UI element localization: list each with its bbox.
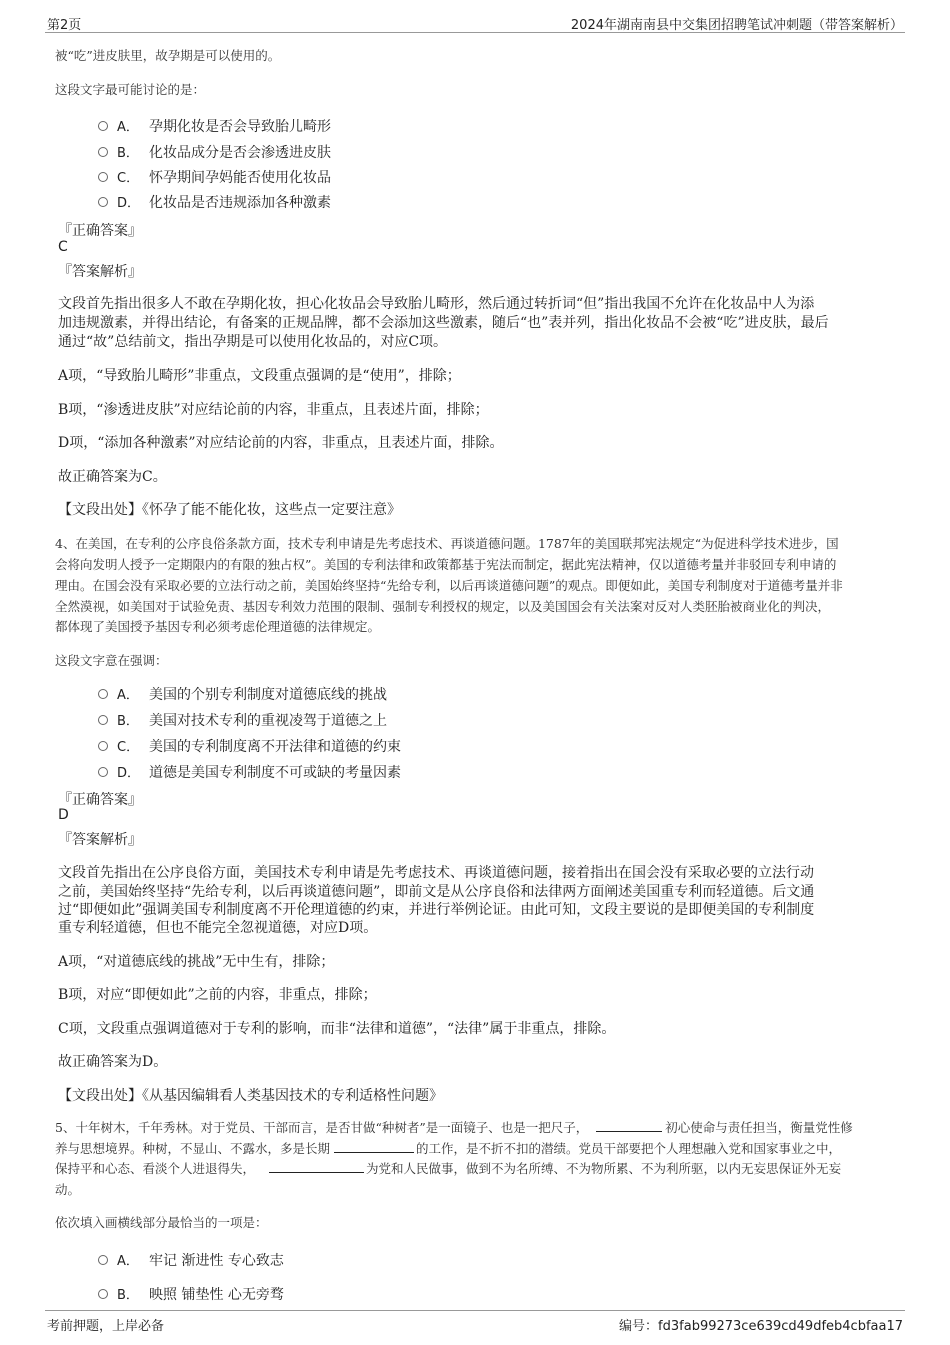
q5-prompt: 依次填入画横线部分最恰当的一项是： <box>55 1215 268 1230</box>
option-text: 映照 铺垫性 心无旁骛 <box>149 1287 284 1303</box>
page-header <box>45 10 905 33</box>
option-text: 美国的专利制度离不开法律和道德的约束 <box>149 739 401 755</box>
q3-option-b[interactable]: B． 化妆品成分是否会渗透进皮肤 <box>98 142 331 162</box>
option-text: 牢记 渐进性 专心致志 <box>149 1253 284 1269</box>
q4-conclusion: 故正确答案为D。 <box>58 1054 168 1070</box>
radio-icon[interactable] <box>98 1289 108 1299</box>
q3-note-b: B项，“渗透进皮肤”对应结论前的内容，非重点，且表述片面，排除； <box>58 402 489 418</box>
option-text: 化妆品成分是否会渗透进皮肤 <box>149 145 331 161</box>
option-text: 美国的个别专利制度对道德底线的挑战 <box>149 687 387 703</box>
q3-conclusion: 故正确答案为C。 <box>58 469 167 485</box>
q4-analysis-line: 重专利轻道德，但也不能完全忽视道德，对应D项。 <box>58 920 378 936</box>
q4-source: 【文段出处】《从基因编辑看人类基因技术的专利适格性问题》 <box>58 1088 443 1104</box>
q5-option-b[interactable]: B． 映照 铺垫性 心无旁骛 <box>98 1284 284 1304</box>
fill-blank-2 <box>334 1140 414 1153</box>
q4-option-a[interactable]: A． 美国的个别专利制度对道德底线的挑战 <box>98 684 387 704</box>
q4-answer: D <box>58 807 69 823</box>
option-text: 化妆品是否违规添加各种激素 <box>149 195 331 211</box>
radio-icon[interactable] <box>98 689 108 699</box>
q4-option-c[interactable]: C． 美国的专利制度离不开法律和道德的约束 <box>98 736 401 756</box>
q4-passage-line: 都体现了美国授予基因专利必须考虑伦理道德的法律规定。 <box>55 619 381 634</box>
option-text: 美国对技术专利的重视凌驾于道德之上 <box>149 713 387 729</box>
q4-correct-label: 『正确答案』 <box>58 792 142 808</box>
q4-analysis-line: 之前，美国始终坚持“先给专利，以后再谈道德问题”，即前文是从公序良俗和法律两方面阐述美国重专利而轻道德。后文通 <box>58 884 815 900</box>
q5-passage-line: 养与思想境界。种树，不显山、不露水，多是长期 的工作，是不折不扣的潜绩。党员干部要把个人理想融入党和国家事业之中， <box>55 1141 842 1156</box>
fill-blank-3 <box>269 1160 364 1173</box>
footer-slogan: 考前押题，上岸必备 <box>47 1319 165 1334</box>
radio-icon[interactable] <box>98 767 108 777</box>
q4-passage-line: 全然漠视，如美国对于试验免责、基因专利效力范围的限制、强制专利授权的规定，以及美国国会有关法案对反对人类胚胎被商业化的判决， <box>55 599 831 614</box>
q4-passage-line: 会将向发明人授予一定期限内的有限的独占权”。美国的专利法律和政策都基于宪法而制定，据此宪法精神，仅以道德考量并非驳回专利申请的 <box>55 557 837 572</box>
q4-option-d[interactable]: D． 道德是美国专利制度不可或缺的考量因素 <box>98 762 401 782</box>
q3-option-d[interactable]: D． 化妆品是否违规添加各种激素 <box>98 192 331 212</box>
fill-blank-1 <box>596 1119 662 1132</box>
q3-answer: C <box>58 239 68 255</box>
q4-passage-line: 理由。在国会没有采取必要的立法行动之前，美国始终坚持“先给专利，以后再谈道德问题”的观点。即便如此，美国专利制度对于道德考量并非 <box>55 578 843 593</box>
q3-analysis-label: 『答案解析』 <box>58 264 142 280</box>
radio-icon[interactable] <box>98 121 108 131</box>
q3-correct-label: 『正确答案』 <box>58 223 142 239</box>
radio-icon[interactable] <box>98 197 108 207</box>
q4-note-b: B项，对应“即便如此”之前的内容，非重点，排除； <box>58 987 377 1003</box>
q3-prompt: 这段文字最可能讨论的是： <box>55 82 206 97</box>
radio-icon[interactable] <box>98 741 108 751</box>
q3-note-d: D项，“添加各种激素”对应结论前的内容，非重点，且表述片面，排除。 <box>58 435 504 451</box>
q4-analysis-label: 『答案解析』 <box>58 832 142 848</box>
option-text: 孕期化妆是否会导致胎儿畸形 <box>149 119 331 135</box>
q3-analysis-line: 加违规激素，并得出结论，有备案的正规品牌，都不会添加这些激素，随后“也”表并列，指出化妆品不会被“吃”进皮肤，最后 <box>58 315 829 331</box>
page-number: 第2页 <box>47 18 82 33</box>
radio-icon[interactable] <box>98 715 108 725</box>
document-code: 编号：fd3fab99273ce639cd49dfeb4cbfaa17 <box>619 1319 903 1334</box>
q3-analysis-line: 通过“故”总结前文，指出孕期是可以使用化妆品的，对应C项。 <box>58 334 448 350</box>
radio-icon[interactable] <box>98 1255 108 1265</box>
q4-analysis-line: 过“即便如此”强调美国专利制度离不开伦理道德的约束，并进行举例论证。由此可知，文段主要说的是即便美国的专利制度 <box>58 902 815 918</box>
q5-passage-line: 保持平和心态、看淡个人进退得失， 为党和人民做事，做到不为名所缚、不为物所累、不为利所驱，以内无妄思保证外无妄 <box>55 1161 842 1176</box>
q3-analysis-line: 文段首先指出很多人不敢在孕期化妆，担心化妆品会导致胎儿畸形，然后通过转折词“但”指出我国不允许在化妆品中人为添 <box>58 296 815 312</box>
q5-passage-line: 动。 <box>55 1182 81 1197</box>
q3-passage-tail: 被“吃”进皮肤里，故孕期是可以使用的。 <box>55 48 281 63</box>
option-text: 怀孕期间孕妈能否使用化妆品 <box>149 170 331 186</box>
q4-option-b[interactable]: B． 美国对技术专利的重视凌驾于道德之上 <box>98 710 387 730</box>
radio-icon[interactable] <box>98 147 108 157</box>
q3-note-a: A项，“导致胎儿畸形”非重点，文段重点强调的是“使用”，排除； <box>58 368 461 384</box>
q4-analysis-line: 文段首先指出在公序良俗方面，美国技术专利申请是先考虑技术、再谈道德问题，接着指出在国会没有采取必要的立法行动 <box>58 865 814 881</box>
q3-source: 【文段出处】《怀孕了能不能化妆，这些点一定要注意》 <box>58 502 401 518</box>
q4-note-c: C项，文段重点强调道德对于专利的影响，而非“法律和道德”，“法律”属于非重点，排除。 <box>58 1021 616 1037</box>
document-title: 2024年湖南南县中交集团招聘笔试冲刺题（带答案解析） <box>570 18 903 33</box>
radio-icon[interactable] <box>98 172 108 182</box>
page-footer <box>45 1310 905 1333</box>
q3-option-a[interactable]: A． 孕期化妆是否会导致胎儿畸形 <box>98 116 331 136</box>
q3-option-c[interactable]: C． 怀孕期间孕妈能否使用化妆品 <box>98 167 331 187</box>
q4-prompt: 这段文字意在强调： <box>55 653 168 668</box>
q5-passage-line: 5、十年树木，千年秀林。对于党员、干部而言，是否甘做“种树者”是一面镜子、也是一把尺子， 初心使命与责任担当，衡量党性修 <box>55 1120 853 1135</box>
q4-note-a: A项，“对道德底线的挑战”无中生有，排除； <box>58 954 335 970</box>
q4-passage-line: 4、在美国，在专利的公序良俗条款方面，技术专利申请是先考虑技术、再谈道德问题。1787年的美国联邦宪法规定“为促进科学技术进步，国 <box>55 536 839 551</box>
option-text: 道德是美国专利制度不可或缺的考量因素 <box>149 765 401 781</box>
q5-option-a[interactable]: A． 牢记 渐进性 专心致志 <box>98 1250 284 1270</box>
